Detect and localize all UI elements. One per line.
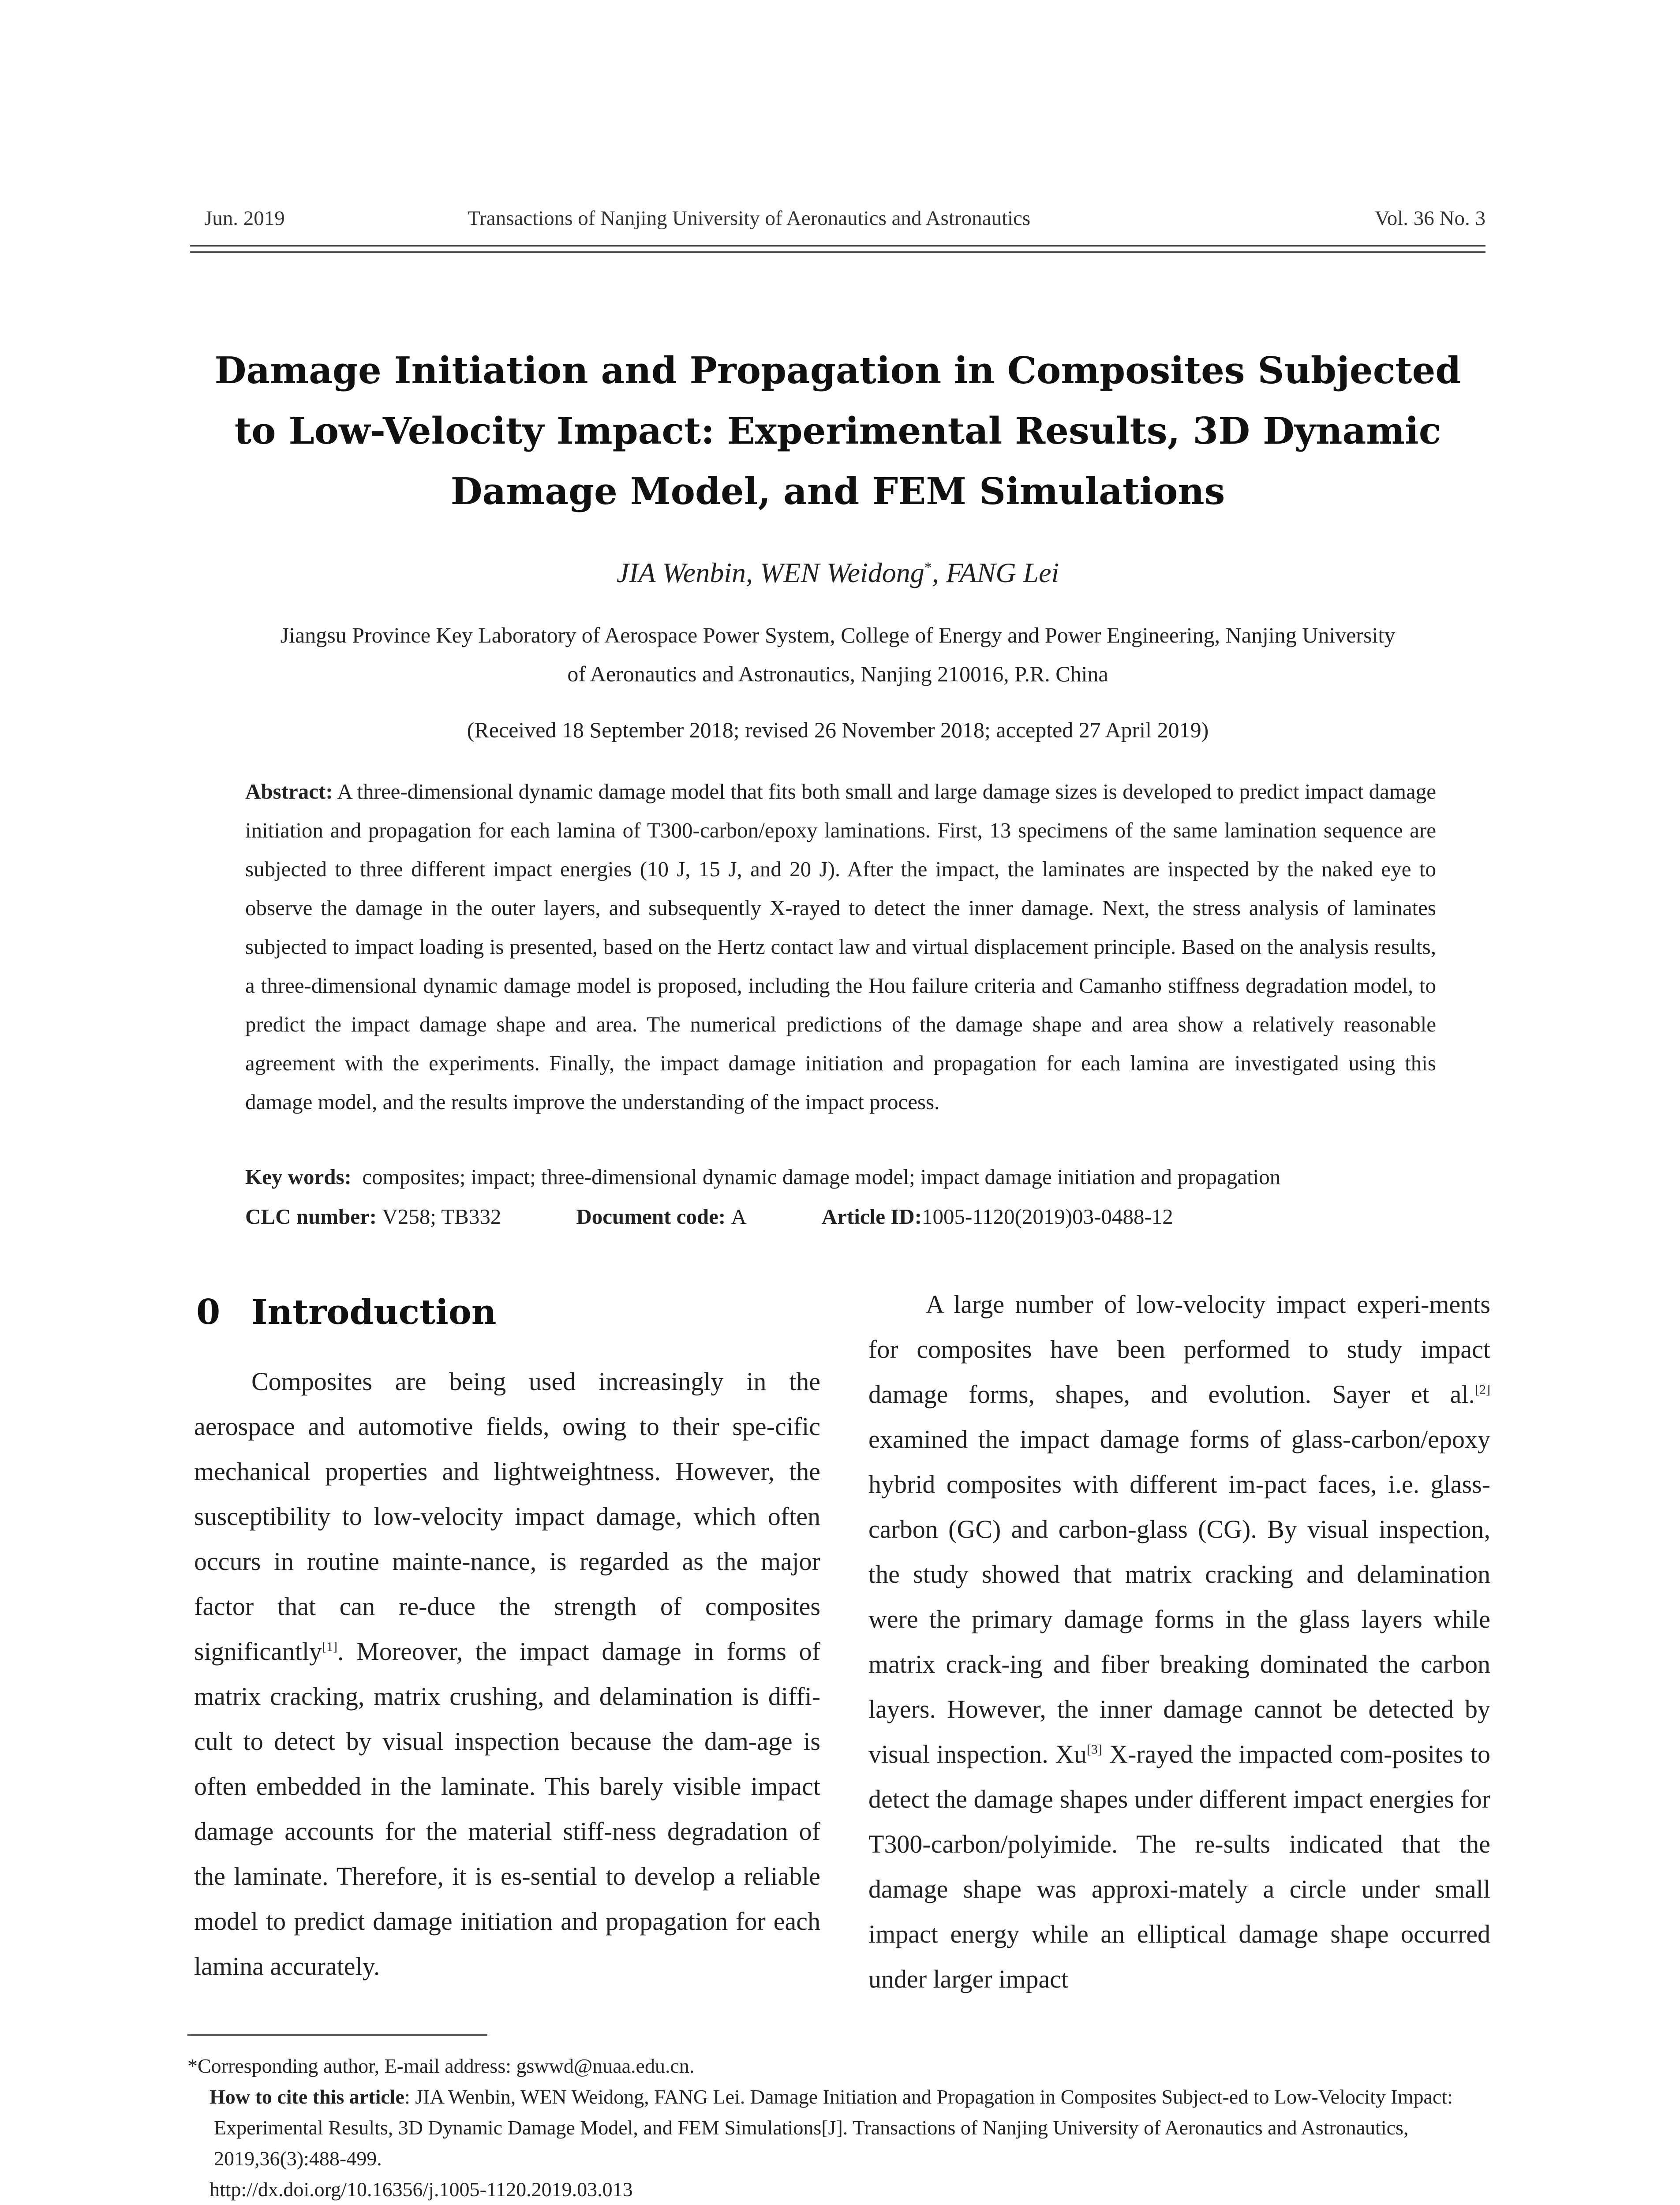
authors-text-rest: , FANG Lei	[932, 557, 1059, 588]
document-code-value: A	[731, 1204, 747, 1229]
paragraph-text: A large number of low-velocity impact experi-ments for composites have been performed to study impact damage forms, shapes, and evolution. Sayer et al.	[868, 1290, 1490, 1409]
affiliation	[190, 616, 1485, 693]
journal-name: Transactions of Nanjing University of Aeronautics and Astronautics	[468, 207, 1031, 230]
citation	[187, 2082, 1491, 2174]
clc-value: V258; TB332	[382, 1204, 501, 1229]
abstract	[245, 772, 1436, 1121]
section-title: Introduction	[251, 1292, 497, 1332]
received-dates: (Received 18 September 2018; revised 26 November 2018; accepted 27 April 2019)	[467, 718, 1209, 742]
corresponding-mark: *	[924, 559, 932, 576]
title-line: to Low-Velocity Impact: Experimental Results, 3D Dynamic	[234, 409, 1441, 452]
affiliation-line: Jiangsu Province Key Laboratory of Aerospace Power System, College of Energy and Power Engineering, Nanjing University	[280, 623, 1396, 647]
header-rule	[190, 245, 1485, 247]
section-number: 0	[196, 1292, 221, 1332]
section-heading	[196, 1292, 496, 1332]
body-column-right	[868, 1282, 1490, 2002]
footnote-rule	[187, 2034, 487, 2036]
article-id-label: Article ID:	[821, 1204, 922, 1229]
body-column-left	[194, 1359, 820, 1989]
affiliation-line: of Aeronautics and Astronautics, Nanjing 210016, P.R. China	[567, 662, 1108, 686]
doi-link[interactable]: http://dx.doi.org/10.16356/j.1005-1120.2019.03.013	[210, 2178, 633, 2201]
corresponding-author: *Corresponding author, E-mail address: gswwd@nuaa.edu.cn.	[187, 2055, 695, 2077]
citation-text: : JIA Wenbin, WEN Weidong, FANG Lei. Damage Initiation and Propagation in Composites Subject-ed to Low-Velocity Impact: Experimental Results, 3D Dynamic Damage Model, and FEM Simulations[J]. Transactions of Nanjing University of Aeronautics and Astronautics, 2019,36(3):488-499.	[214, 2085, 1453, 2170]
keywords	[245, 1164, 1436, 1189]
paragraph-text: examined the impact damage forms of glass-carbon/epoxy hybrid composites with different im-pact faces, i.e. glass-carbon (GC) and carbon-glass (CG). By visual inspection, the study showed that matrix cracking and delamination were the primary damage forms in the glass layers while matrix crack-ing and fiber breaking dominated the carbon layers. However, the inner damage cannot be detected by visual inspection. Xu	[868, 1425, 1490, 1768]
header-rule-double	[190, 251, 1485, 253]
reference-marker[interactable]: [1]	[322, 1639, 337, 1654]
title-line: Damage Model, and FEM Simulations	[450, 470, 1225, 513]
reference-marker[interactable]: [3]	[1086, 1742, 1102, 1757]
issue-date: Jun. 2019	[204, 207, 285, 230]
keywords-label: Key words:	[245, 1165, 352, 1189]
author-list	[190, 557, 1485, 589]
clc-label: CLC number:	[245, 1204, 377, 1229]
abstract-text: A three-dimensional dynamic damage model that fits both small and large damage sizes is developed to predict impact damage initiation and propagation for each lamina of T300-carbon/epoxy laminations. First, 13 specimens of the same lamination sequence are subjected to three different impact energies (10 J, 15 J, and 20 J). After the impact, the laminates are inspected by the naked eye to observe the damage in the outer layers, and subsequently X-rayed to detect the inner damage. Next, the stress analysis of laminates subjected to impact loading is presented, based on the Hertz contact law and virtual displacement principle. Based on the analysis results, a three-dimensional dynamic damage model is proposed, including the Hou failure criteria and Camanho stiffness degradation model, to predict the impact damage shape and area. The numerical predictions of the damage shape and area show a relatively reasonable agreement with the experiments. Finally, the impact damage initiation and propagation for each lamina are investigated using this damage model, and the results improve the understanding of the impact process.	[245, 779, 1436, 1114]
paragraph-text: Composites are being used increasingly in the aerospace and automotive fields, owing to their spe-cific mechanical properties and lightweightness. However, the susceptibility to low-velocity impact damage, which often occurs in routine mainte-nance, is regarded as the major factor that can re-duce the strength of composites significantly	[194, 1367, 820, 1666]
article-id-value: 1005-1120(2019)03-0488-12	[922, 1204, 1173, 1229]
authors-text: JIA Wenbin, WEN Weidong	[616, 557, 924, 588]
reference-marker[interactable]: [2]	[1475, 1382, 1490, 1397]
citation-label: How to cite this article	[210, 2085, 404, 2108]
article-title	[190, 340, 1485, 522]
paragraph-text: X-rayed the impacted com-posites to detect the damage shapes under different impact energies for T300-carbon/polyimide. The re-sults indicated that the damage shape was approxi-mately a circle under small impact energy while an elliptical damage shape occurred under larger impact	[868, 1740, 1490, 1993]
footnote	[187, 2051, 1491, 2205]
abstract-label: Abstract:	[245, 779, 333, 804]
keywords-text: composites; impact; three-dimensional dynamic damage model; impact damage initiation and propagation	[362, 1165, 1281, 1189]
title-line: Damage Initiation and Propagation in Composites Subjected	[214, 349, 1461, 392]
classification-line	[245, 1204, 1436, 1229]
volume-number: Vol. 36 No. 3	[1374, 207, 1485, 230]
paragraph-text: . Moreover, the impact damage in forms of matrix cracking, matrix crushing, and delamination is diffi-cult to detect by visual inspection because the dam-age is often embedded in the laminate. This barely visible impact damage accounts for the material stiff-ness degradation of the laminate. Therefore, it is es-sential to develop a reliable model to predict damage initiation and propagation for each lamina accurately.	[194, 1637, 820, 1981]
document-code-label: Document code:	[576, 1204, 726, 1229]
